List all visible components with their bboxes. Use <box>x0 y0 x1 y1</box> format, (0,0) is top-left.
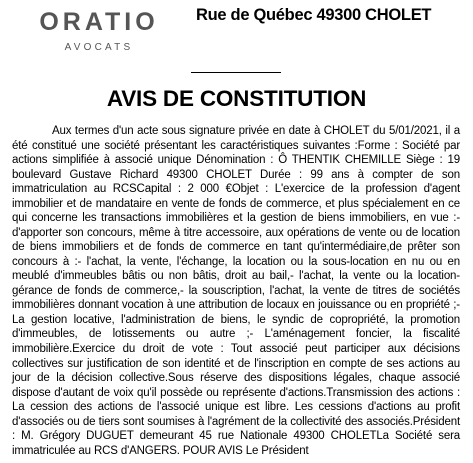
logo-subtitle: AVOCATS <box>64 42 134 53</box>
firm-address: Rue de Québec 49300 CHOLET <box>196 6 432 24</box>
oratio-logo <box>24 8 174 55</box>
notice-body: Aux termes d'un acte sous signature privée en date à CHOLET du 5/01/2021, il a été constitué une société présentant les caractéristiques suivantes :Forme : Société par actions simplifiée à associé unique Dénomination : Ô THENTIK CHEMILLE Siège : 19 boulevard Gustave Richard 49300 CHOLET Durée : 99 ans à compter de son immatriculation au RCSCapital : 2 000 €Objet : L'exercice de la profession d'agent immobilier et de mandataire en vente de fonds de commerce, et plus spécialement en ce qui concerne les transactions immobilières et la gestion de biens immobiliers, en vue :- d'apporter son concours, même à titre accessoire, aux opérations de vente ou de location de biens immobiliers et de fonds de commerce en tant qu'intermédiaire,de prêter son concours à :- l'achat, la vente, l'échange, la location ou la sous-location en nu ou en meublé d'immeubles bâtis ou non bâtis, droit au bail,- l'achat, la vente ou la location-gérance de fonds de commerce,- la souscription, l'achat, la vente de titres de sociétés immobilières donnant vocation à une attribution de locaux en jouissance ou en propriété ;- La gestion locative, l'administration de biens, le syndic de copropriété, la promotion d'immeubles, de lotissements ou autre ;- L'aménagement foncier, la fiscalité immobilière.Exercice du droit de vote : Tout associé peut participer aux décisions collectives sur justification de son identité et de l'inscription en compte de ses actions au jour de la décision collective.Sous réserve des dispositions légales, chaque associé dispose d'autant de voix qu'il possède ou représente d'actions.Transmission des actions : La cession des actions de l'associé unique est libre. Les cessions d'actions au profit d'associés ou de tiers sont soumises à l'agrément de la collectivité des associés.Président : M. Grégory DUGUET demeurant 45 rue Nationale 49300 CHOLETLa Société sera immatriculée au RCS d'ANGERS. POUR AVIS Le Président <box>12 125 460 457</box>
logo-wordmark: ORATIO <box>39 8 159 36</box>
title-divider <box>191 72 281 73</box>
notice-title: AVIS DE CONSTITUTION <box>106 86 367 111</box>
